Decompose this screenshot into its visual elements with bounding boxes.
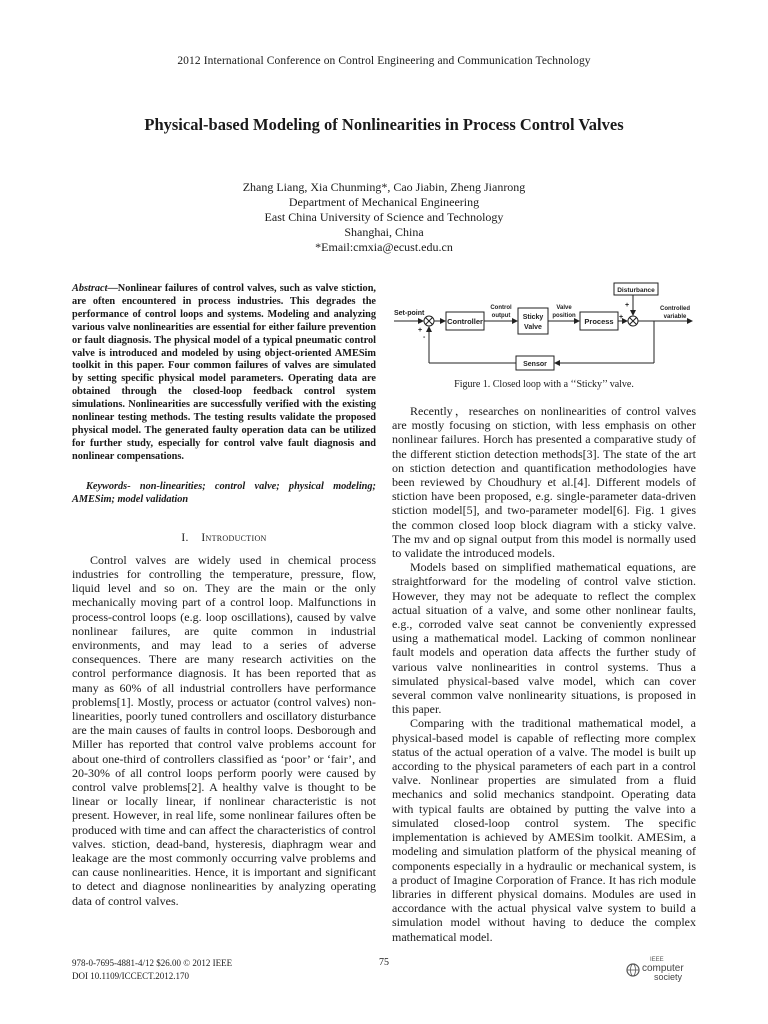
globe-icon bbox=[627, 964, 639, 976]
author-block bbox=[0, 180, 768, 255]
label-minus-1: - bbox=[423, 334, 426, 341]
section-heading-introduction bbox=[72, 531, 376, 545]
right-paragraph-1: Recently，researches on nonlinearities of control valves are mostly focusing on stiction, with less emphasis on other nonlinear failures. Horch has presented a comparative study of the different stiction detection methods[3]. The state of the art on stiction detection and quantification methodologies have been reviewed by Choudhury et al.[4]. Different models of stiction have been proposed, e.g. single-parameter data-driven stiction model[5], and two-parameter model[6]. Fig. 1 gives the common closed loop block diagram with a sticky valve. The mv and op signal output from this model is normally used to validate the introduced models. bbox=[392, 404, 696, 561]
label-disturbance: Disturbance bbox=[617, 287, 655, 294]
label-sticky: Sticky bbox=[522, 314, 544, 321]
page-number: 75 bbox=[379, 957, 389, 968]
figure-1-block-diagram bbox=[392, 280, 702, 375]
author-names: Zhang Liang, Xia Chunming*, Cao Jiabin, Zheng Jianrong bbox=[242, 180, 526, 194]
section-title: Introduction bbox=[201, 531, 267, 544]
doi-line[interactable]: DOI 10.1109/ICCECT.2012.170 bbox=[72, 971, 189, 981]
conference-header: 2012 International Conference on Control Engineering and Communication Technology bbox=[177, 55, 591, 67]
isbn-line: 978-0-7695-4881-4/12 $26.00 © 2012 IEEE bbox=[72, 958, 233, 968]
logo-ieee-text: IEEE bbox=[650, 957, 664, 963]
logo-society-text: society bbox=[654, 972, 683, 982]
figure-1-caption: Figure 1. Closed loop with a ‘‘Sticky’’ valve. bbox=[454, 379, 634, 390]
label-controlled-2: variable bbox=[663, 314, 687, 320]
university: East China University of Science and Technology bbox=[264, 210, 504, 224]
label-valve: Valve bbox=[524, 324, 542, 331]
label-setpoint: Set-point bbox=[394, 310, 425, 317]
location: Shanghai, China bbox=[344, 225, 424, 239]
label-controlled-1: Controlled bbox=[660, 306, 690, 312]
label-control-output-1: Control bbox=[490, 305, 512, 311]
abstract-text: —Nonlinear failures of control valves, such as valve stiction, are often encountered in process industries. This degrades the performance of control loops and systems. Modeling and analyzing various valve nonlinearities are essential for either failure prevention or fault diagnosis. The physical model of a typical pneumatic control valve is introduced and modeled by using object-oriented AMESim toolkit in this paper. Four common failures of valves are simulated by setting specific physical model parameters. Operating data are obtained through the closed-loop feedback control system simulations. Nonlinearities are successfully verified with the existing nonlinear testing methods. The testing results validate the proposed physical model. The generated faulty operation data can be utilized for further study, especially for control valve fault diagnosis and nonlinear compensations. bbox=[72, 283, 376, 462]
intro-paragraph: Control valves are widely used in chemical process industries for controlling the temperature, pressure, flow, liquid level and so on. They are the main or the only mechanically moving part of a control loop. Malfunctions in process-control loops (e.g. loop oscillations), caused by valve nonlinear failures, are quite common in industrial environments, and may lead to a series of adverse consequences. There are many research activities on the control performance diagnosis. It has been reported that as many as 60% of all industrial controllers have performance problems[1]. Mostly, process or actuator (control valves) non-linearities, poorly tuned controllers and oscillatory disturbance are the main causes of faults in control loops. Desborough and Miller has reported that control valve problems account for about one-third of controllers classified as ‘poor’ or ‘fair’, and 20-30% of all control loops perform poorly were caused by control valve problems[2]. A healthy valve is thought to be linear or locally linear, if nonlinear characteristic is not present. However, in real life, some nonlinear failures often be produced with time and can affect the characteristics of control valves. stiction, dead-band, hysteresis, diaphragm wear and leakage are the most commonly occurring valve problems and can cause nonlinearities. Hence, it is important and significant to detect and diagnose nonlinearities by analyzing operating data of control valves. bbox=[72, 552, 376, 908]
abstract bbox=[72, 283, 376, 464]
keywords: Keywords- non-linearities; control valve; physical modeling; AMESim; model validation bbox=[72, 480, 376, 505]
label-sensor: Sensor bbox=[523, 361, 547, 368]
label-control-output-2: output bbox=[491, 313, 511, 319]
label-plus-1: + bbox=[418, 327, 423, 334]
right-paragraph-2: Models based on simplified mathematical equations, are straightforward for the modeling of control valve stiction. However, they may not be adequate to reflect the complex actual situation of a valve, and some other nonlinear faults, e.g., corroded valve seat cannot be conveniently expressed using a mathematical model. Lacking of common nonlinear fault models and operation data affects the further study of various valve nonlinearities in control systems. Thus a simulated physical-based valve model, which can cover several common valve nonlinearity situations, is proposed in this paper. bbox=[392, 560, 696, 717]
right-column bbox=[392, 404, 696, 944]
left-column bbox=[72, 283, 376, 908]
section-number: I. bbox=[181, 531, 189, 544]
email[interactable]: *Email:cmxia@ecust.edu.cn bbox=[315, 240, 453, 254]
logo-computer-text: computer bbox=[642, 963, 684, 974]
ieee-computer-society-logo bbox=[624, 953, 704, 983]
department: Department of Mechanical Engineering bbox=[288, 195, 480, 209]
label-valve-position-2: position bbox=[552, 313, 576, 319]
right-paragraph-3: Comparing with the traditional mathematical model, a physical-based model is capable of reflecting more complex status of the actual operation of a valve. The model is built up according to the physical parameters of each part in a control valve. Nonlinear properties are simulated from a fluid mechanics and solid mechanics standpoint. Operating data with typical faults are obtained by putting the valve into a simulated closed-loop control system. The specific implementation is achieved by AMESim toolkit. AMESim, a modeling and simulation platform of the physical meaning of components especially in a hydraulic or mechanical system, is a product of Imagine Corporation of France. It has rich module libraries in different physical domains. Modules are used in accordance with the actual physical valve system to build a simulation model without having to deduce the complex mathematical model. bbox=[392, 716, 696, 944]
label-plus-2: + bbox=[625, 302, 630, 309]
label-plus-3: + bbox=[619, 314, 624, 321]
label-valve-position-1: Valve bbox=[556, 305, 572, 311]
paper-title: Physical-based Modeling of Nonlinearities in Process Control Valves bbox=[144, 115, 624, 134]
abstract-label: Abstract bbox=[72, 283, 108, 294]
label-process: Process bbox=[584, 317, 614, 326]
label-controller: Controller bbox=[447, 317, 483, 326]
